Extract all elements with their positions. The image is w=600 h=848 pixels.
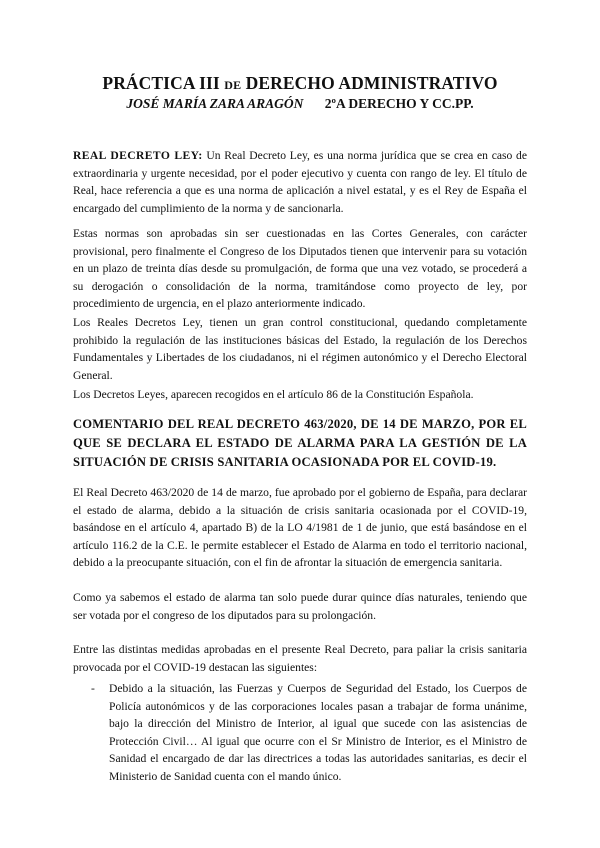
document-title [0,73,600,94]
paragraph-aprobacion: Estas normas son aprobadas sin ser cuestionadas en las Cortes Generales, con carácter provisional, pero finalmente el Congreso de los Diputados tienen que intervenir para su votación en un plazo de treinta días desde su promulgación, de forma que una vez votado, se procederá a su derogación o consolidación de la norma, tramitándose como proyecto de ley, por procedimiento de urgencia, en el plazo anteriormente indicado. [73,227,527,311]
list-bullet: - [91,682,95,695]
paragraph-lead: REAL DECRETO LEY: [73,149,203,162]
paragraph-medidas-intro: Entre las distintas medidas aprobadas en el presente Real Decreto, para paliar la crisis sanitaria provocada por el COVID-19 destacan las siguientes: [73,643,527,674]
paragraph-real-decreto-463: El Real Decreto 463/2020 de 14 de marzo, fue aprobado por el gobierno de España, para declarar el estado de alarma, debido a la situación de crisis sanitaria ocasionada por el COVID-19, basándose en el artículo 4, apartado B) de la LO 4/1981 de 1 de junio, que está basándose en el artículo 116.2 de la C.E. le permite establecer el Estado de Alarma en todo el territorio nacional, debido a la preocupante situación, con el fin de afrontar la situación de emergencia sanitaria. [73,486,527,570]
title-connector: DE [224,78,242,92]
list-item: Debido a la situación, las Fuerzas y Cuerpos de Seguridad del Estado, los Cuerpos de Policía autonómicos y de las corporaciones locales pasan a trabajar de forma unánime, bajo la dirección del Ministro de Interior, al igual que sucede con las asistencias de Protección Civil… Al igual que ocurre con el Sr Ministro de Interior, es el Ministro de Sanidad el encargado de dar las directrices a todas las autoridades sanitarias, es decir el Ministerio de Sanidad cuenta con el mando único. [109,682,527,783]
course-label: 2ºA DERECHO Y CC.PP. [324,96,474,111]
title-main: PRÁCTICA III [102,73,220,93]
paragraph-real-decreto-ley [73,147,527,217]
title-subject: DERECHO ADMINISTRATIVO [245,73,498,93]
section-heading: COMENTARIO DEL REAL DECRETO 463/2020, DE 14 DE MARZO, POR EL QUE SE DECLARA EL ESTADO DE ALARMA PARA LA GESTIÓN DE LA SITUACIÓN DE CRISIS SANITARIA OCASIONADA POR EL COVID-19. [73,417,527,469]
paragraph-duracion-estado-alarma: Como ya sabemos el estado de alarma tan solo puede durar quince días naturales, teniendo que ser votada por el congreso de los diputados para su prolongación. [73,591,527,622]
author-name: JOSÉ MARÍA ZARA ARAGÓN [126,96,304,111]
document-subtitle [0,96,600,112]
paragraph-text: Un Real Decreto Ley, es una norma jurídica que se crea en caso de extraordinaria y urgente necesidad, por el poder ejecutivo y cuenta con rango de ley. El título de Real, hace referencia a que es una norma de aplicación a nivel estatal, y es el Rey de España el encargado del cumplimiento de la norma y de sancionarla. [73,149,527,215]
paragraph-articulo-86: Los Decretos Leyes, aparecen recogidos en el artículo 86 de la Constitución Española. [73,388,474,401]
paragraph-control-constitucional: Los Reales Decretos Ley, tienen un gran control constitucional, quedando completamente prohibido la regulación de las instituciones básicas del Estado, la regulación de los Derechos Fundamentales y Libertades de los ciudadanos, ni el régimen autonómico y el Derecho Electoral General. [73,316,527,382]
